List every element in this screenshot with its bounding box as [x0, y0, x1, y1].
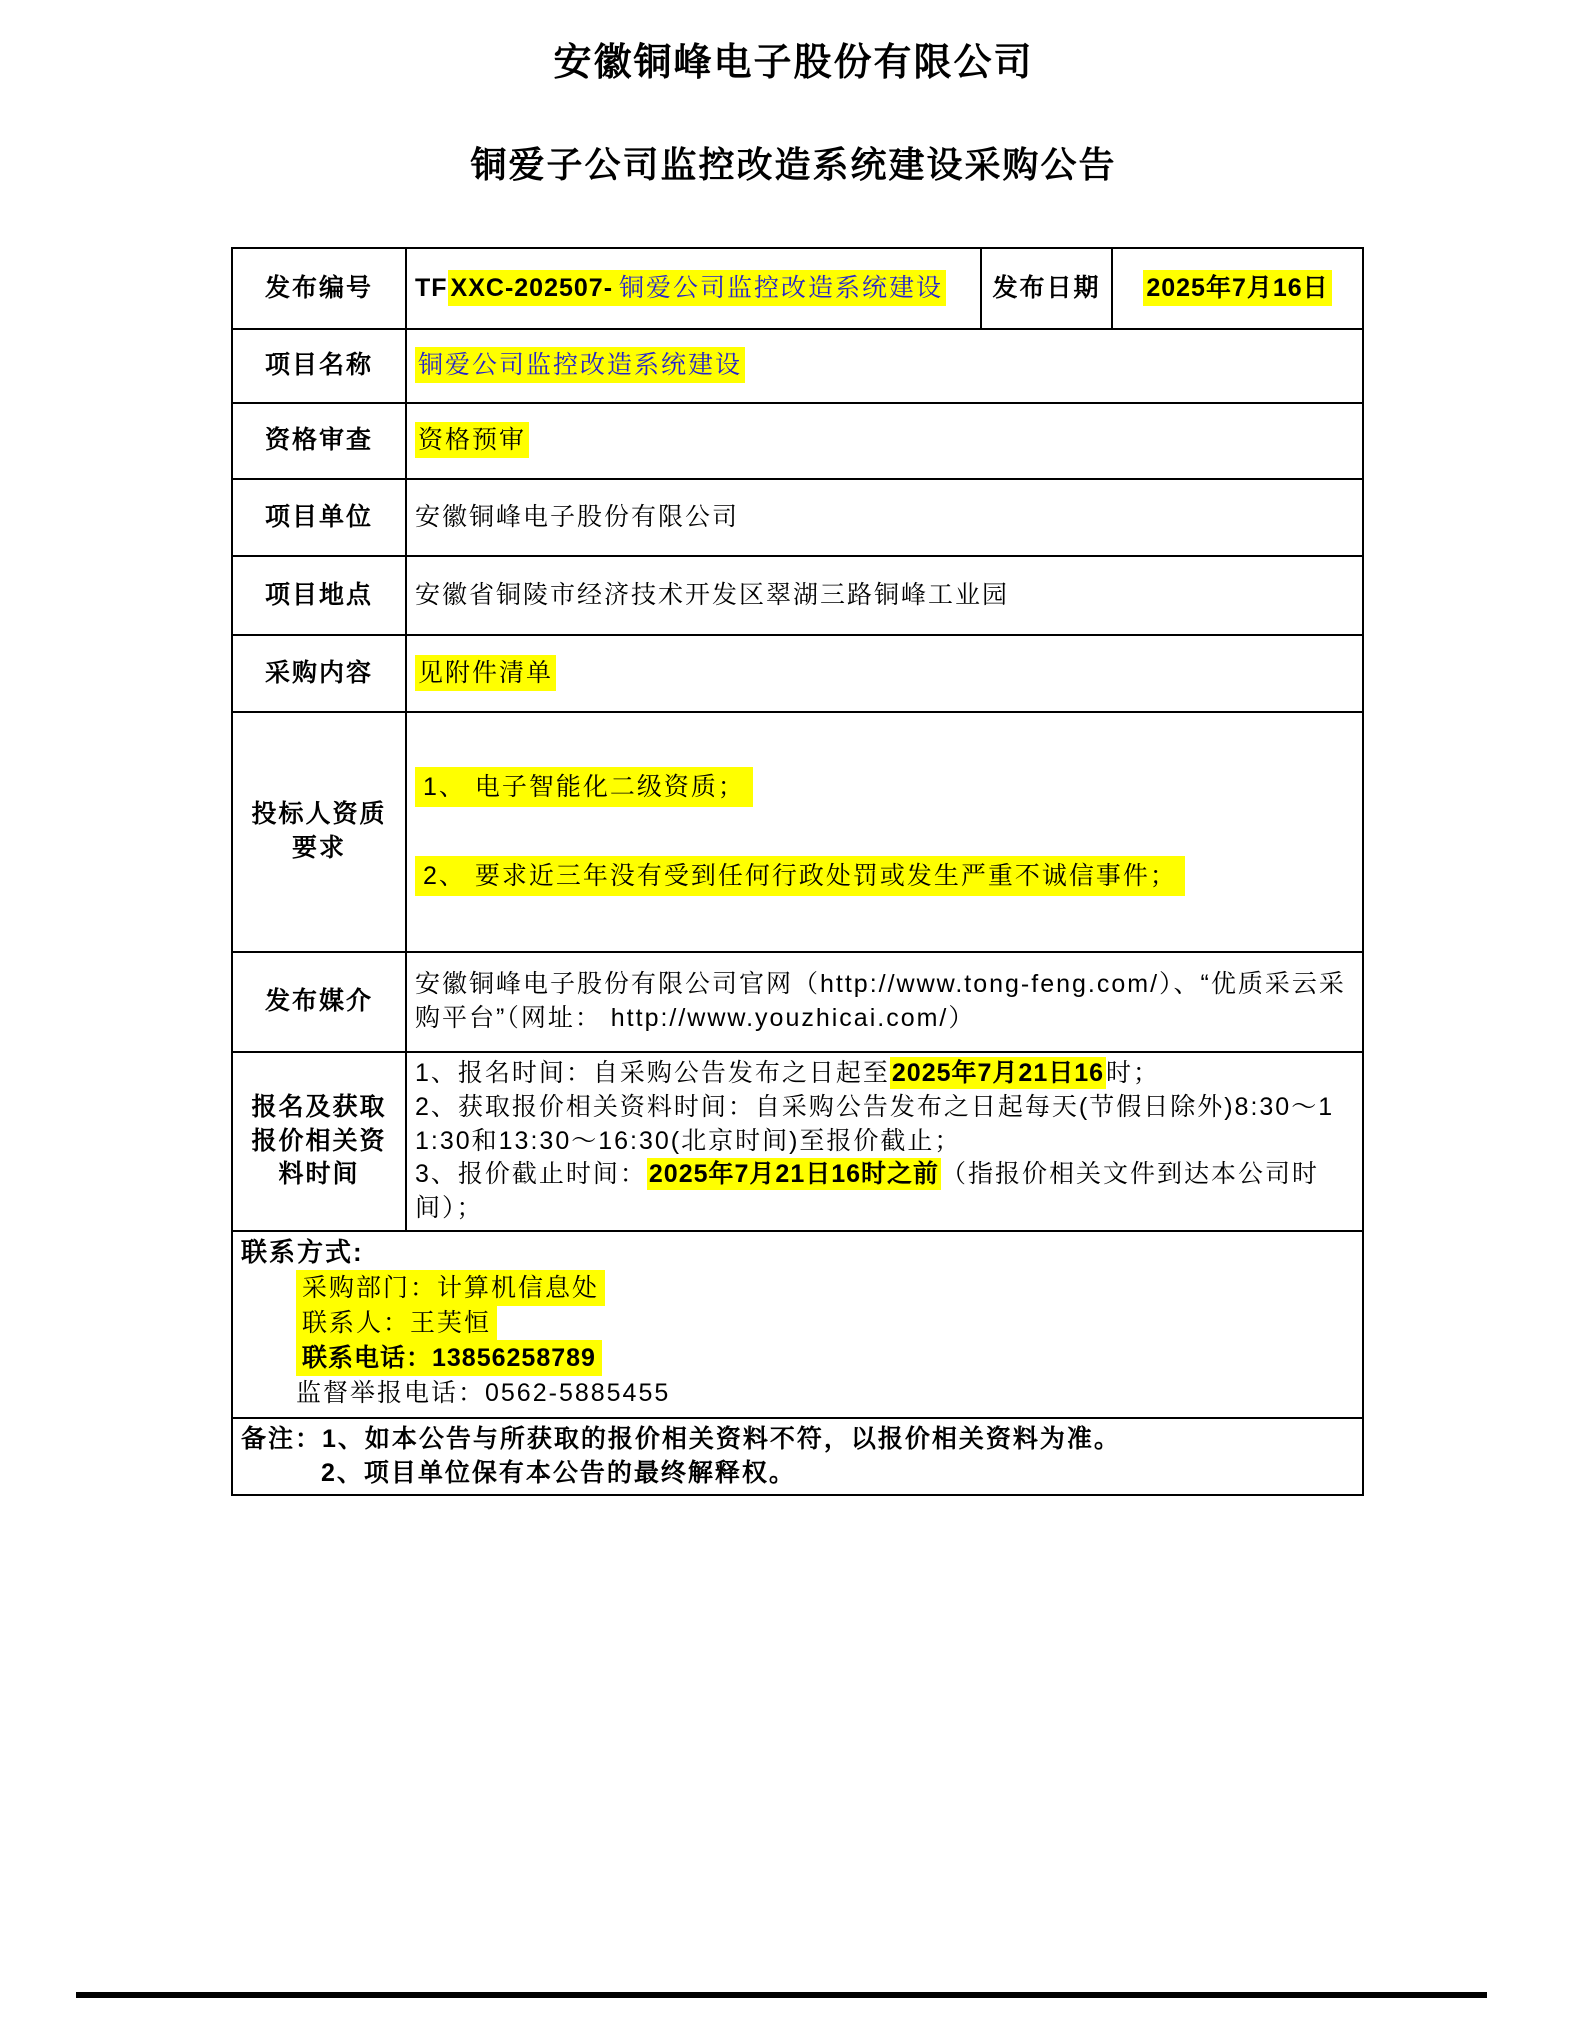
- announcement-title: 铜爱子公司监控改造系统建设采购公告: [470, 144, 1117, 185]
- contact-block: [232, 1231, 1363, 1418]
- unit-label: 项目单位: [232, 479, 406, 556]
- bidder-qualification-list: [415, 765, 1354, 900]
- bidder-label-line2: 要求: [291, 834, 346, 862]
- media-value: 安徽铜峰电子股份有限公司官网（http://www.tong-feng.com/）、“优质采云采购平台”（网址： http://www.youzhicai.com/）: [406, 952, 1363, 1052]
- location-value: 安徽省铜陵市经济技术开发区翠湖三路铜峰工业园: [406, 556, 1363, 635]
- content-value: [406, 635, 1363, 712]
- bidder-qualification-label: [232, 712, 406, 952]
- table-row-media: [232, 952, 1363, 1052]
- schedule-item-1: [415, 1057, 1354, 1091]
- announcement-table: [231, 247, 1364, 1496]
- contact-heading: 联系方式:: [241, 1236, 364, 1267]
- release-code-prefix: TF: [415, 273, 448, 302]
- contact-department-text: 采购部门：计算机信息处: [296, 1270, 605, 1306]
- bidder-label-line1: 投标人资质: [251, 800, 387, 829]
- bidder-requirement-2-text: 2、 要求近三年没有受到任何行政处罚或发生严重不诚信事件；: [415, 856, 1185, 896]
- bidder-requirement-2: [415, 860, 1354, 894]
- release-code-project: 铜爱公司监控改造系统建设: [616, 270, 946, 306]
- contact-supervision: 监督举报电话：0562-5885455: [296, 1378, 671, 1407]
- schedule-item-3-post: （指报价相关文件到达本公司时间）；: [415, 1160, 1320, 1222]
- page-title: 安徽铜峰电子股份有限公司: [553, 42, 1034, 84]
- schedule-label-line3: 料时间: [278, 1160, 360, 1189]
- schedule-label: [232, 1052, 406, 1231]
- contact-department: [296, 1273, 1354, 1303]
- table-row-unit: [232, 479, 1363, 556]
- contact-phone-text: 联系电话：13856258789: [296, 1340, 602, 1376]
- remarks-line-2: 2、项目单位保有本公告的最终解释权。: [321, 1458, 796, 1487]
- schedule-value: [406, 1052, 1363, 1231]
- content-text: 见附件清单: [415, 655, 556, 691]
- table-row-bidder-qualification: [232, 712, 1363, 952]
- table-row-content: [232, 635, 1363, 712]
- table-row-schedule: [232, 1052, 1363, 1231]
- remarks-line-1: 备注：1、如本公告与所获取的报价相关资料不符，以报价相关资料为准。: [241, 1424, 1121, 1453]
- release-no-label: 发布编号: [232, 248, 406, 329]
- media-label: 发布媒介: [232, 952, 406, 1052]
- qualification-value: [406, 403, 1363, 479]
- schedule-item-3: [415, 1158, 1354, 1226]
- bidder-requirement-1-text: 1、 电子智能化二级资质；: [415, 767, 753, 807]
- contact-person: [296, 1308, 1354, 1338]
- release-date-label: 发布日期: [981, 248, 1112, 329]
- schedule-label-line2: 报价相关资: [251, 1126, 387, 1155]
- schedule-item-1-pre: 1、报名时间：自采购公告发布之日起至: [415, 1059, 890, 1087]
- contact-phone: [296, 1343, 1354, 1373]
- release-date-text: 2025年7月16日: [1143, 270, 1331, 306]
- table-row-qualification: [232, 403, 1363, 479]
- schedule-label-line1: 报名及获取: [251, 1092, 387, 1121]
- table-row-contact: [232, 1231, 1363, 1418]
- unit-value: 安徽铜峰电子股份有限公司: [406, 479, 1363, 556]
- schedule-item-1-highlight: 2025年7月21日16: [891, 1059, 1105, 1087]
- release-no-value: [406, 248, 981, 329]
- contact-person-text: 联系人：王芙恒: [296, 1305, 497, 1341]
- schedule-item-1-post: 时；: [1106, 1059, 1161, 1087]
- release-code-highlight: XXC-202507-: [448, 270, 616, 306]
- bidder-requirement-1: [415, 771, 1354, 805]
- qualification-label: 资格审查: [232, 403, 406, 479]
- schedule-item-3-pre: 3、报价截止时间：: [415, 1160, 647, 1189]
- qualification-text: 资格预审: [415, 422, 529, 458]
- release-date-value: [1112, 248, 1363, 329]
- table-row-release: [232, 248, 1363, 329]
- remarks-block: [232, 1418, 1363, 1496]
- bidder-qualification-value: [406, 712, 1363, 952]
- content-label: 采购内容: [232, 635, 406, 712]
- project-name-label: 项目名称: [232, 329, 406, 403]
- table-row-project-name: [232, 329, 1363, 403]
- project-name-value: [406, 329, 1363, 403]
- location-label: 项目地点: [232, 556, 406, 635]
- table-row-location: [232, 556, 1363, 635]
- schedule-item-3-highlight: 2025年7月21日16时之前: [648, 1160, 940, 1189]
- schedule-item-2: 2、获取报价相关资料时间：自采购公告发布之日起每天(节假日除外)8:30～11:30和13:30～16:30(北京时间)至报价截止；: [415, 1092, 1335, 1155]
- table-row-remarks: [232, 1418, 1363, 1496]
- page-bottom-rule: [76, 1992, 1487, 1998]
- project-name-text: 铜爱公司监控改造系统建设: [415, 347, 745, 383]
